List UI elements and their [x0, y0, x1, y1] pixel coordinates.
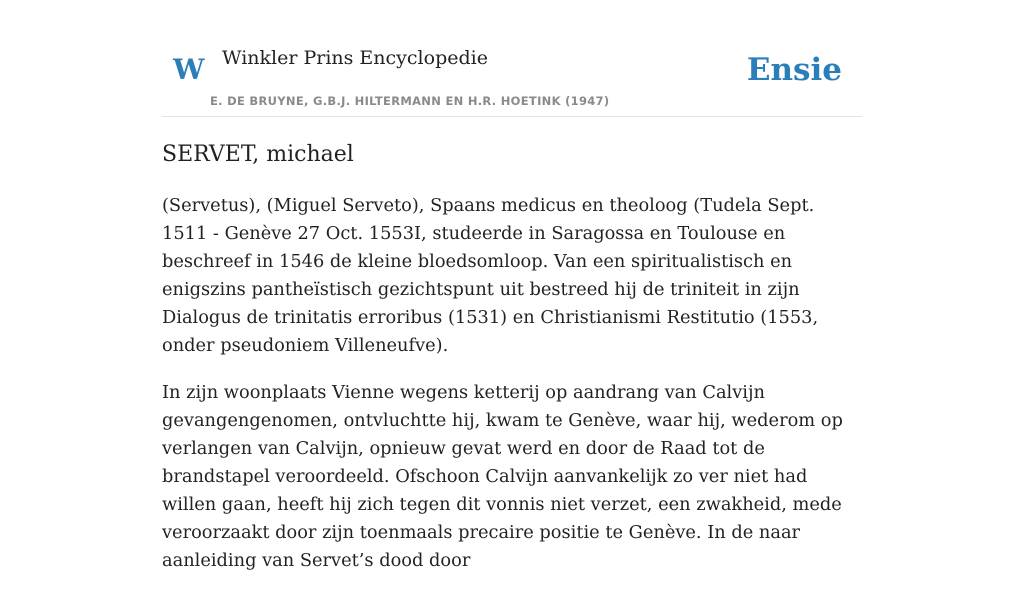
source-title[interactable]: Winkler Prins Encyclopedie: [222, 47, 488, 69]
entry-title: SERVET, michael: [162, 142, 354, 167]
source-logo-icon: W: [173, 53, 205, 86]
source-header: [162, 0, 862, 117]
brand-logo[interactable]: Ensie: [746, 52, 842, 88]
entry-paragraph: (Servetus), (Miguel Serveto), Spaans medicus en theoloog (Tudela Sept. 1511 - Genève 27 Oct. 1553I, studeerde in Saragossa en Toulouse en beschreef in 1546 de kleine bloedsomloop. Van een spiritualistisch en enigszins pantheïstisch gezichtspunt uit bestreed hij de triniteit in zijn Dialogus de trinitatis erroribus (1531) en Christianismi Restitutio (1553, onder pseudoniem Villeneufve).: [162, 195, 819, 356]
source-authors: E. DE BRUYNE, G.B.J. HILTERMANN EN H.R. HOETINK (1947): [210, 94, 610, 108]
entry-paragraph: In zijn woonplaats Vienne wegens ketterij op aandrang van Calvijn gevangengenomen, ontvluchtte hij, kwam te Genève, waar hij, wederom op verlangen van Calvijn, opnieuw gevat werd en door de Raad tot de brandstapel veroordeeld. Ofschoon Calvijn aanvankelijk zo ver niet had willen gaan, heeft hij zich tegen dit vonnis niet verzet, een zwakheid, mede veroorzaakt door zijn toenmaals precaire positie te Genève. In de naar aanleiding van Servet’s dood door: [162, 382, 843, 571]
entry-body: [162, 192, 862, 594]
content-container: [162, 0, 862, 571]
